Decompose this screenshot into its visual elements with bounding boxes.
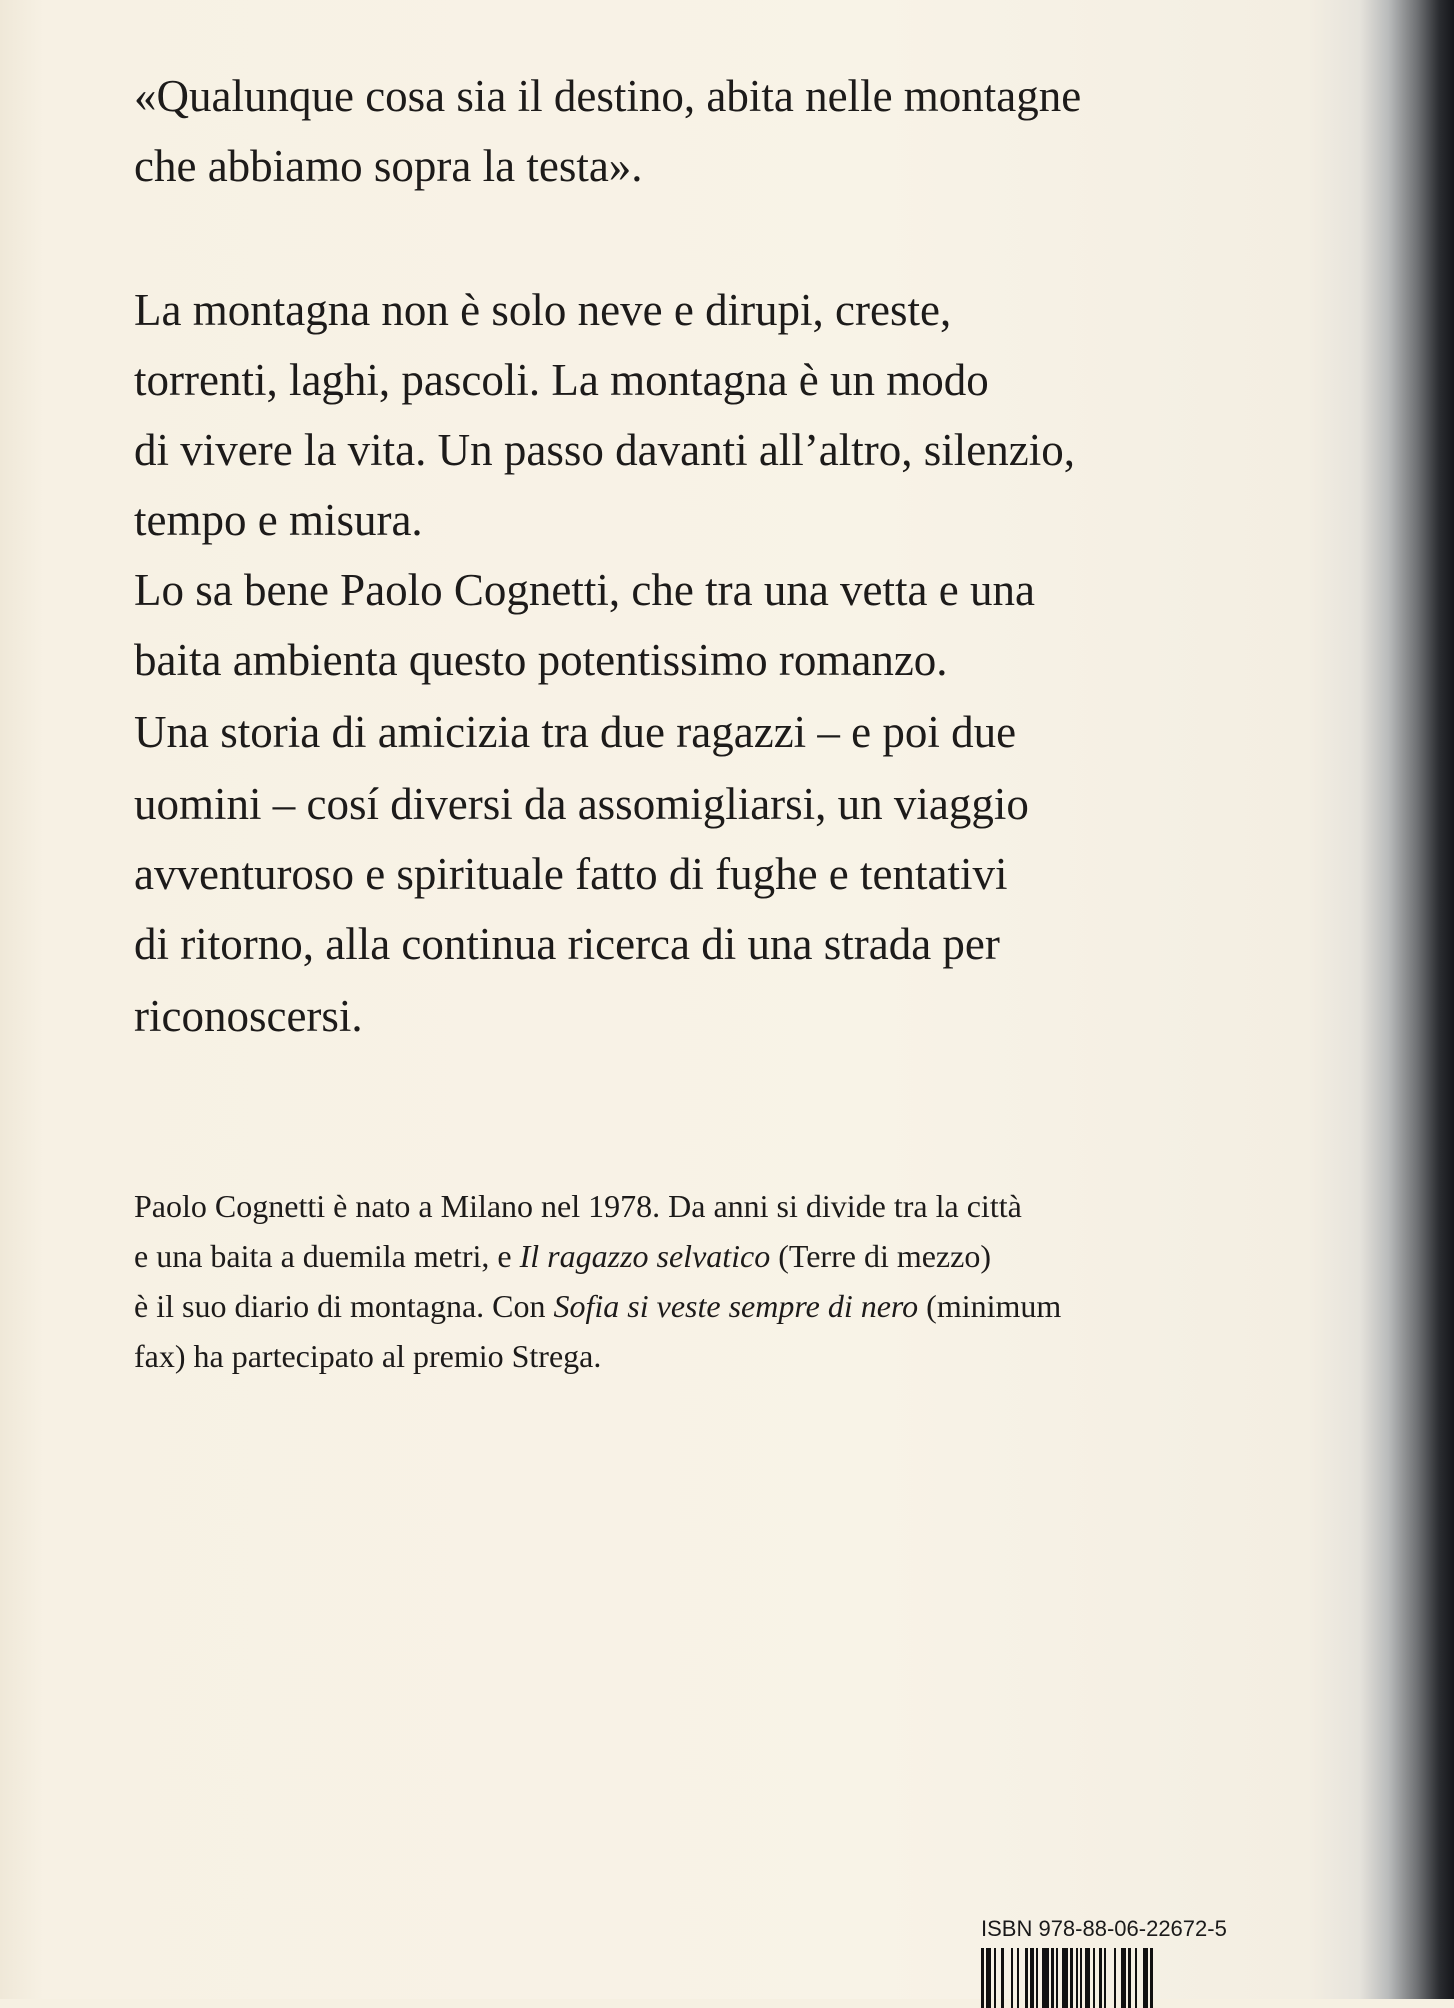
bio-line	[134, 1240, 991, 1272]
barcode-bar	[1099, 1948, 1102, 2008]
barcode-bar	[1076, 1948, 1078, 2008]
blurb-line: di vivere la vita. Un passo davanti all’altro, silenzio,	[134, 425, 1075, 475]
barcode-bar	[1025, 1948, 1028, 2008]
barcode-bar	[1085, 1948, 1090, 2008]
barcode-bar	[1056, 1948, 1058, 2008]
barcode-bar	[1051, 1948, 1054, 2008]
quote-line: che abbiamo sopra la testa».	[134, 141, 643, 191]
barcode-bar	[1030, 1948, 1034, 2008]
book-title: Sofia si veste sempre di nero	[553, 1288, 919, 1324]
barcode-bar	[1128, 1948, 1131, 2008]
bio-line: fax) ha partecipato al premio Strega.	[134, 1338, 602, 1374]
barcode-bar	[1135, 1948, 1137, 2008]
bio-text: (Terre di mezzo)	[770, 1238, 991, 1274]
barcode-bar	[1080, 1948, 1082, 2008]
barcode-bar	[1042, 1948, 1049, 2008]
barcode-bar	[1036, 1948, 1038, 2008]
isbn-label: ISBN 978-88-06-22672-5	[981, 1916, 1227, 1941]
barcode-bar	[1093, 1948, 1095, 2008]
blurb-line: La montagna non è solo neve e dirupi, creste,	[134, 285, 952, 335]
blurb-line: Una storia di amicizia tra due ragazzi – e poi due	[134, 707, 1017, 757]
blurb-line: avventuroso e spirituale fatto di fughe e tentativi	[134, 849, 1008, 899]
barcode-bar	[1143, 1948, 1148, 2008]
book-title: Il ragazzo selvatico	[519, 1238, 771, 1274]
bio-text: e una baita a duemila metri, e	[134, 1238, 520, 1274]
blurb-line: uomini – cosí diversi da assomigliarsi, un viaggio	[134, 779, 1029, 829]
barcode-bar	[1011, 1948, 1013, 2008]
barcode-bar	[1070, 1948, 1073, 2008]
barcode	[981, 1948, 1155, 2008]
barcode-bar	[1121, 1948, 1126, 2008]
bio-text: (minimum	[918, 1288, 1062, 1324]
quote-line: «Qualunque cosa sia il destino, abita nelle montagne	[134, 71, 1082, 121]
bio-text: è il suo diario di montagna. Con	[134, 1288, 554, 1324]
barcode-bar	[1062, 1948, 1068, 2008]
barcode-bar	[1114, 1948, 1116, 2008]
blurb-line: riconoscersi.	[134, 991, 363, 1041]
blurb-line: baita ambienta questo potentissimo romanzo.	[134, 635, 948, 685]
barcode-bar	[994, 1948, 996, 2008]
bio-line	[134, 1290, 1061, 1322]
barcode-bar	[1150, 1948, 1153, 2008]
blurb-line: Lo sa bene Paolo Cognetti, che tra una vetta e una	[134, 565, 1035, 615]
barcode-bar	[1017, 1948, 1019, 2008]
barcode-bar	[1104, 1948, 1106, 2008]
blurb-line: di ritorno, alla continua ricerca di una strada per	[134, 919, 1000, 969]
bio-line: Paolo Cognetti è nato a Milano nel 1978. Da anni si divide tra la città	[134, 1188, 1022, 1224]
blurb-line: torrenti, laghi, pascoli. La montagna è un modo	[134, 355, 989, 405]
barcode-bar	[981, 1948, 984, 2008]
barcode-bar	[1001, 1948, 1004, 2008]
blurb-line: tempo e misura.	[134, 495, 423, 545]
barcode-bar	[986, 1948, 991, 2008]
